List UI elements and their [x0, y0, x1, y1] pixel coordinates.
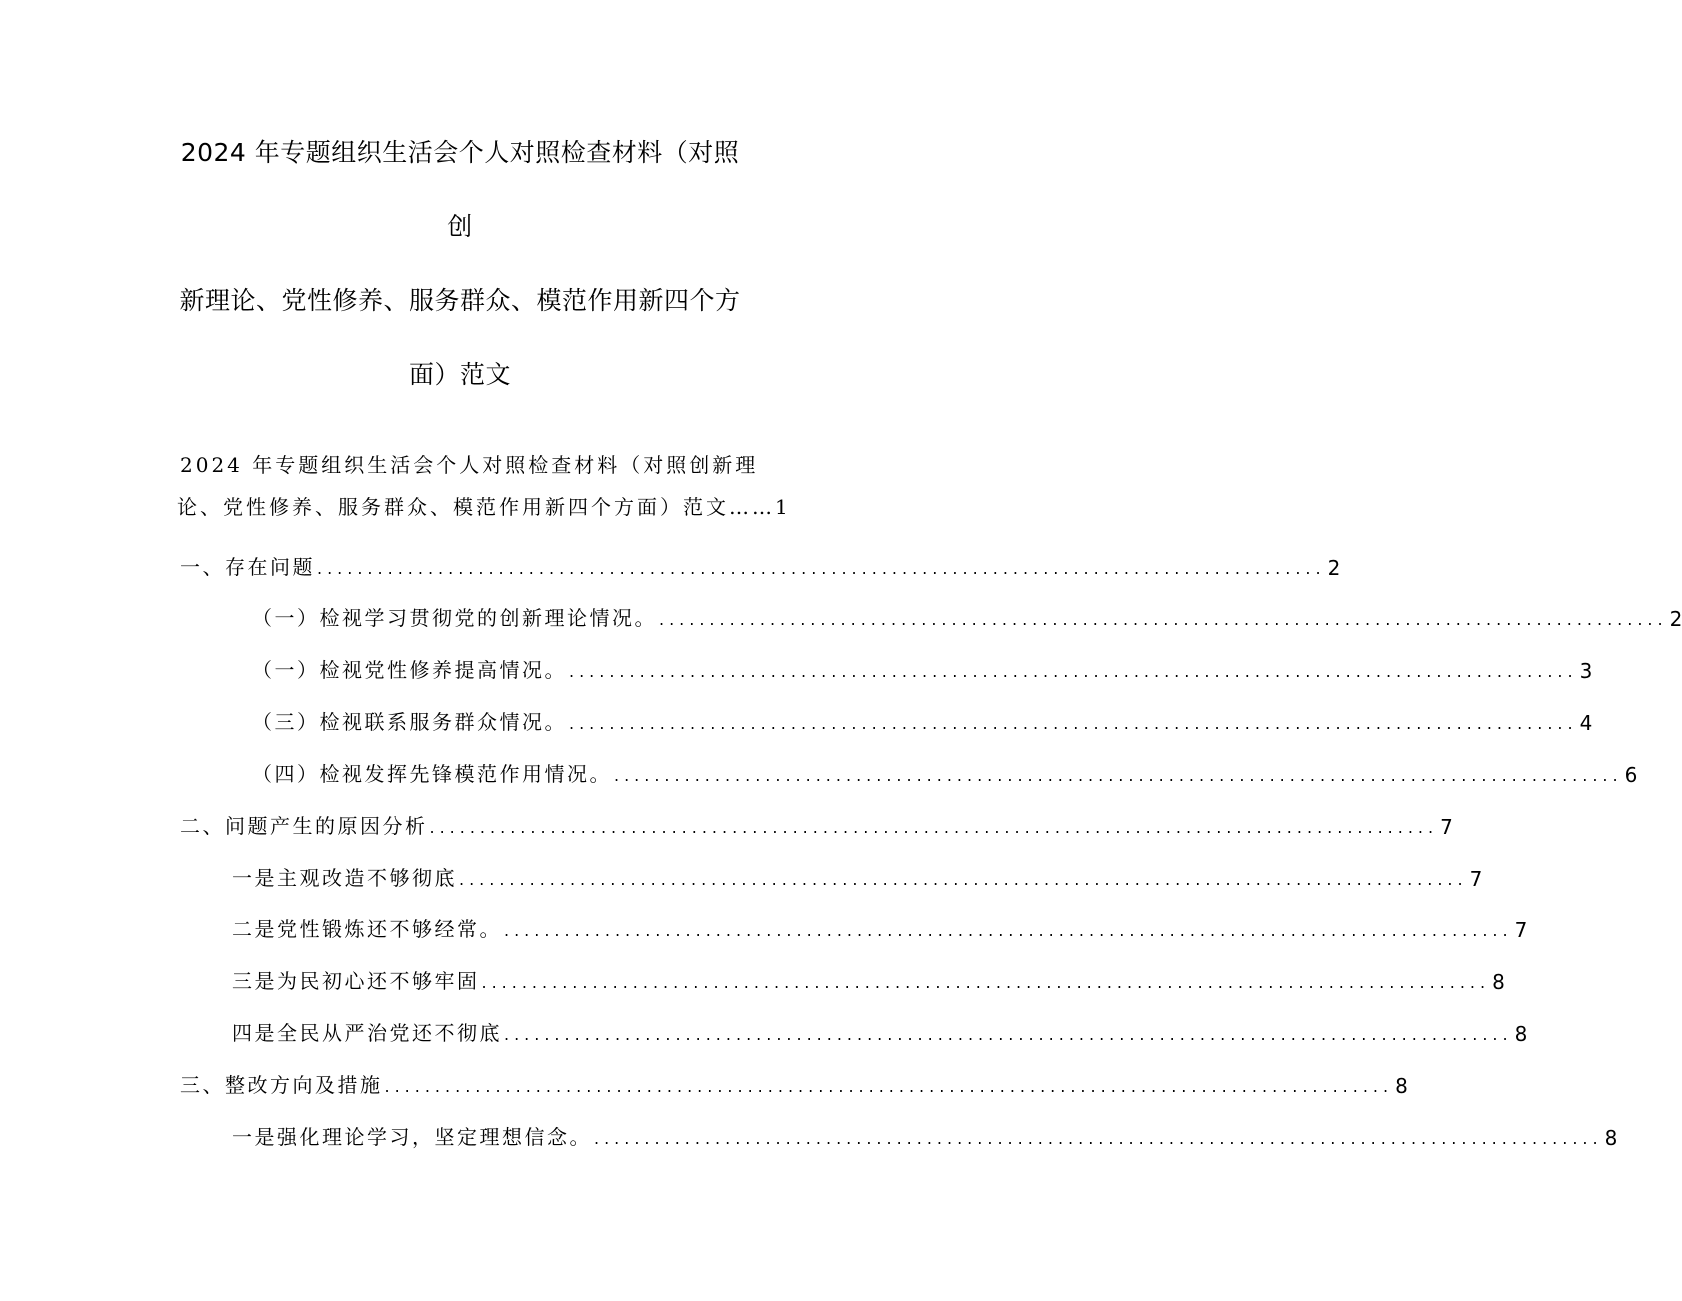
toc-entry-label: 一是强化理论学习，坚定理想信念。: [232, 1125, 592, 1149]
toc-leader-dots: ....................................................................................................: [481, 973, 1491, 992]
toc-leader-dots: ....................................................................................................: [569, 714, 1578, 733]
toc-heading-line-1: 2024 年专题组织生活会个人对照检查材料（对照创新理: [180, 453, 759, 477]
toc-entry[interactable]: [180, 809, 1453, 839]
toc-entry[interactable]: [232, 861, 1483, 891]
toc-entry-label: （四）检视发挥先锋模范作用情况。: [252, 762, 612, 786]
toc-leader-dots: ....................................................................................................: [384, 1077, 1394, 1096]
toc-entry[interactable]: [252, 601, 1682, 631]
toc-page-number: 2: [1327, 556, 1341, 580]
toc-leader-dots: ....................................................................................................: [504, 1025, 1513, 1044]
toc-entry-label: 二、问题产生的原因分析: [180, 814, 428, 838]
toc-entry-label: （三）检视联系服务群众情况。: [252, 710, 567, 734]
toc-heading[interactable]: [177, 444, 800, 528]
toc-page-number: 8: [1604, 1126, 1618, 1150]
toc-page-number: 3: [1579, 659, 1593, 683]
toc-entry[interactable]: [232, 1120, 1618, 1150]
toc-entry[interactable]: [232, 1016, 1528, 1046]
toc-page-number: 8: [1395, 1074, 1408, 1098]
toc-page-number: 4: [1579, 711, 1593, 735]
toc-page-number: 8: [1514, 1022, 1528, 1046]
toc-entry-label: 三、整改方向及措施: [180, 1073, 383, 1097]
toc-page-number: 7: [1514, 918, 1528, 942]
toc-leader-dots: ....................................................................................................: [614, 766, 1623, 785]
toc-entry[interactable]: [232, 964, 1505, 994]
toc-leader-dots: ....................................................................................................: [594, 1129, 1603, 1148]
toc-entry[interactable]: [180, 550, 1341, 580]
toc-leader-dots: ....................................................................................................: [569, 662, 1578, 681]
toc-entry[interactable]: [180, 1068, 1408, 1098]
title-line-1: 2024 年专题组织生活会个人对照检查材料（对照创: [180, 138, 740, 241]
toc-page-number: 2: [1669, 607, 1682, 631]
toc-entry-label: 一、存在问题: [180, 555, 315, 579]
toc-page-number: 7: [1440, 815, 1453, 839]
document-title: [170, 116, 750, 412]
toc-leader-dots: ....................................................................................................: [659, 610, 1668, 629]
toc-entry-label: 一是主观改造不够彻底: [232, 866, 457, 890]
toc-leader-dots: ....................................................................................................: [459, 870, 1468, 889]
toc-page-number: 7: [1469, 867, 1483, 891]
toc-heading-line-2: 论、党性修养、服务群众、模范作用新四个方面）范文……1: [177, 495, 791, 519]
toc-entry[interactable]: [232, 912, 1528, 942]
toc-entry[interactable]: [252, 705, 1593, 735]
toc-entry-label: 二是党性锻炼还不够经常。: [232, 917, 502, 941]
toc-entry-label: （一）检视党性修养提高情况。: [252, 658, 567, 682]
toc-entry[interactable]: [252, 653, 1593, 683]
toc-entry-label: （一）检视学习贯彻党的创新理论情况。: [252, 606, 657, 630]
toc-leader-dots: ....................................................................................................: [429, 818, 1439, 837]
toc-entry-label: 四是全民从严治党还不彻底: [232, 1021, 502, 1045]
title-line-3: 面）范文: [408, 360, 511, 389]
toc-leader-dots: ....................................................................................................: [504, 921, 1513, 940]
toc-leader-dots: ....................................................................................................: [317, 559, 1326, 578]
toc-page-number: 8: [1492, 970, 1505, 994]
toc-entry-label: 三是为民初心还不够牢固: [232, 969, 480, 993]
toc-entry[interactable]: [252, 757, 1638, 787]
toc-page-number: 6: [1624, 763, 1638, 787]
title-line-2: 新理论、党性修养、服务群众、模范作用新四个方: [179, 286, 741, 315]
